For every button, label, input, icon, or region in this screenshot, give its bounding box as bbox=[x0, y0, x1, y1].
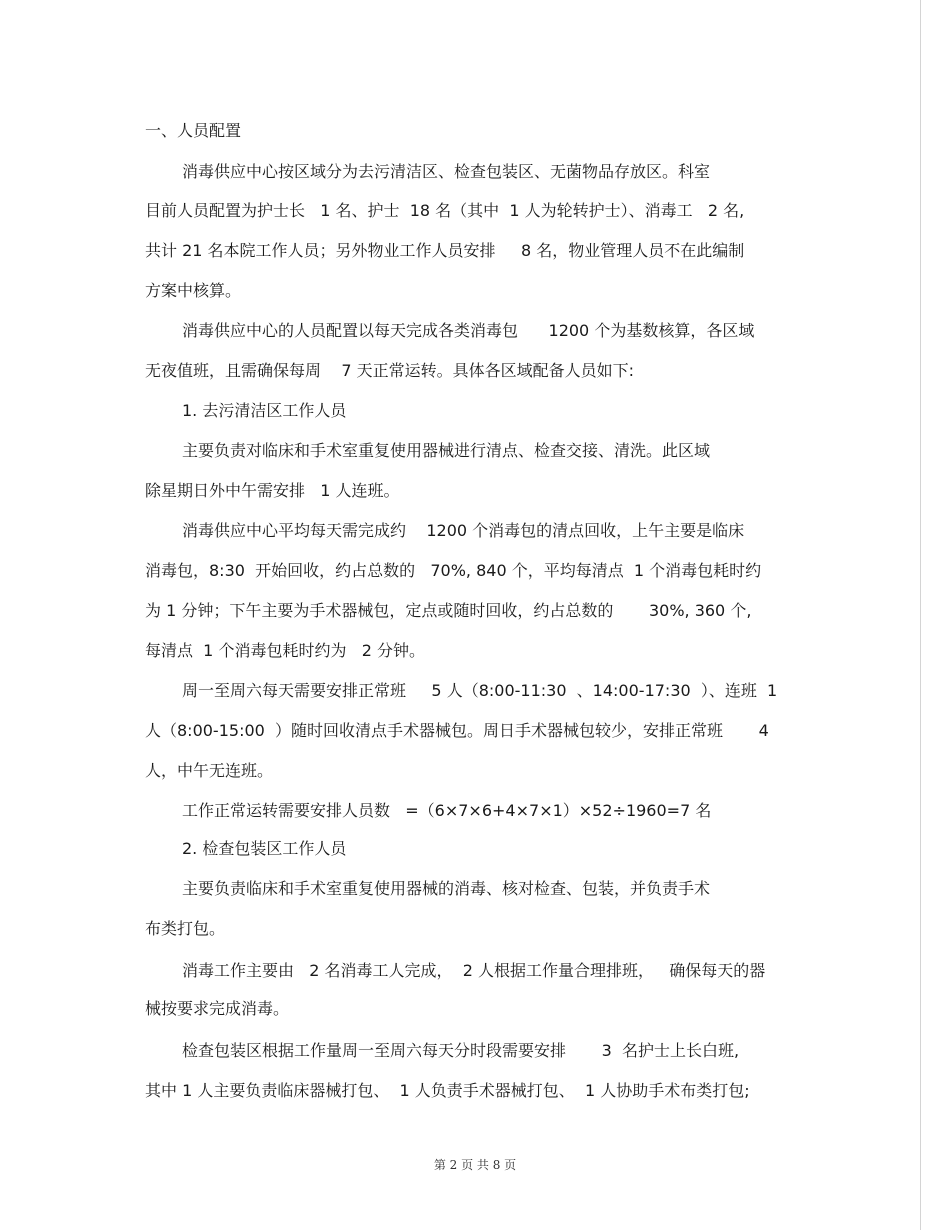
body-text-line: 消毒供应中心的人员配置以每天完成各类消毒包 1200 个为基数核算，各区域 bbox=[182, 321, 755, 340]
body-text-line: 消毒包，8:30 开始回收，约占总数的 70%, 840 个，平均每清点 1 个消毒包耗时约 bbox=[145, 561, 762, 580]
body-text-line: 每清点 1 个消毒包耗时约为 2 分钟。 bbox=[145, 641, 425, 660]
body-text-line: 消毒供应中心平均每天需完成约 1200 个消毒包的清点回收，上午主要是临床 bbox=[182, 521, 745, 540]
body-text-line: 其中 1 人主要负责临床器械打包、 1 人负责手术器械打包、 1 人协助手术布类打包; bbox=[145, 1081, 750, 1100]
body-text-line: 周一至周六每天需要安排正常班 5 人（8:00-11:30 、14:00-17:30 ）、连班 1 bbox=[182, 681, 778, 700]
body-text-line: 2. 检查包装区工作人员 bbox=[182, 839, 347, 858]
body-text-line: 人（8:00-15:00 ）随时回收清点手术器械包。周日手术器械包较少，安排正常班 4 bbox=[145, 721, 769, 740]
body-text-line: 方案中核算。 bbox=[145, 281, 242, 300]
body-text-line: 消毒供应中心按区域分为去污清洁区、检查包装区、无菌物品存放区。科室 bbox=[182, 162, 711, 181]
page-edge-divider bbox=[920, 0, 921, 1230]
body-text-line: 主要负责临床和手术室重复使用器械的消毒、核对检查、包装，并负责手术 bbox=[182, 879, 711, 898]
body-text-line: 无夜值班，且需确保每周 7 天正常运转。具体各区域配备人员如下: bbox=[145, 361, 635, 380]
body-text-line: 主要负责对临床和手术室重复使用器械进行清点、检查交接、清洗。此区域 bbox=[182, 441, 711, 460]
body-text-line: 为 1 分钟；下午主要为手术器械包，定点或随时回收，约占总数的 30%, 360 个, bbox=[145, 601, 752, 620]
body-text-line: 消毒工作主要由 2 名消毒工人完成， 2 人根据工作量合理排班， 确保每天的器 bbox=[182, 961, 766, 980]
body-text-line: 1. 去污清洁区工作人员 bbox=[182, 401, 347, 420]
body-text-line: 工作正常运转需要安排人员数 =（6×7×6+4×7×1）×52÷1960=7 名 bbox=[182, 801, 712, 820]
body-text-line: 械按要求完成消毒。 bbox=[145, 999, 290, 1018]
body-text-line: 除星期日外中午需安排 1 人连班。 bbox=[145, 481, 400, 500]
section-heading: 一、人员配置 bbox=[145, 121, 242, 140]
body-text-line: 布类打包。 bbox=[145, 919, 226, 938]
page-footer: 第 2 页 共 8 页 bbox=[433, 1158, 517, 1172]
body-text-line: 目前人员配置为护士长 1 名、护士 18 名（其中 1 人为轮转护士）、消毒工 2 名, bbox=[145, 201, 745, 220]
body-text-line: 人，中午无连班。 bbox=[145, 761, 274, 780]
body-text-line: 检查包装区根据工作量周一至周六每天分时段需要安排 3 名护士上长白班, bbox=[182, 1041, 740, 1060]
body-text-line: 共计 21 名本院工作人员；另外物业工作人员安排 8 名，物业管理人员不在此编制 bbox=[145, 241, 745, 260]
